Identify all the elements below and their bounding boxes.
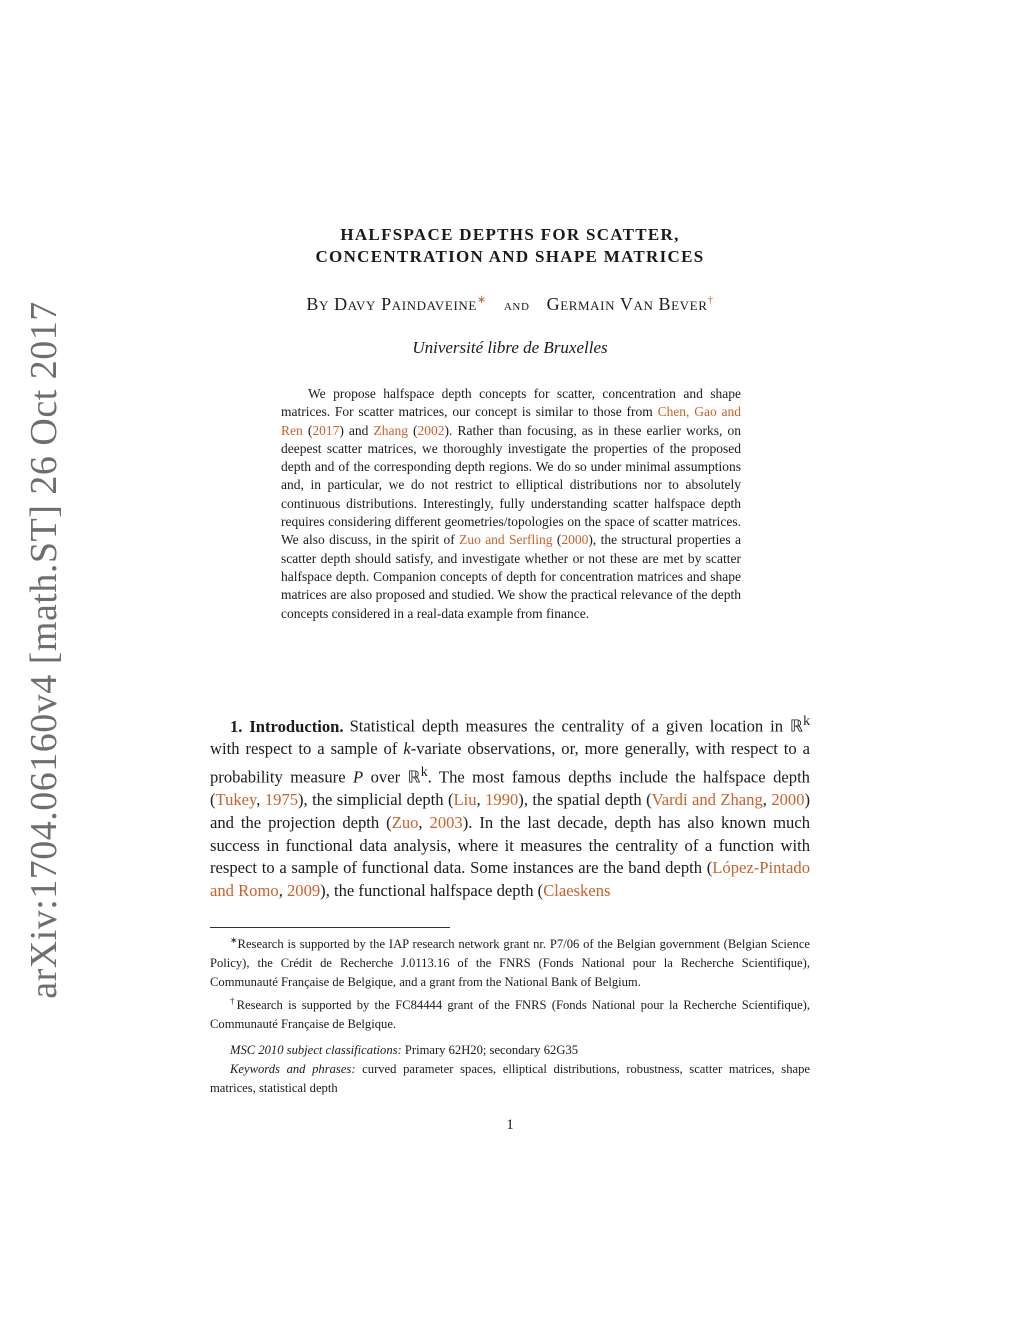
title-line-2: CONCENTRATION AND SHAPE MATRICES: [315, 247, 705, 266]
footnote-funding-1: [210, 931, 810, 992]
citation-link[interactable]: 2000: [771, 790, 805, 810]
intro-text: ,: [278, 880, 287, 900]
msc-classification: [210, 1041, 810, 1060]
citation-link[interactable]: Liu: [453, 790, 477, 810]
superscript: k: [803, 713, 810, 728]
citation-link[interactable]: Claeskens: [543, 880, 611, 900]
intro-text: ), the functional halfspace depth (: [320, 880, 544, 900]
footnote-text: Research is supported by the FC84444 grant of the FNRS (Fonds National pour la Recherche Scientifique), Communauté Française de Belgique.: [210, 998, 811, 1032]
abstract-text: (: [302, 422, 313, 438]
footnote-rule: [210, 927, 450, 928]
author-line: [210, 293, 810, 315]
footnote-mark: ∗: [230, 935, 238, 945]
msc-label: MSC 2010 subject classifications:: [230, 1043, 402, 1058]
abstract-text: (: [407, 422, 418, 438]
intro-text: . The most famous depths include the halfspace depth (: [210, 767, 810, 810]
intro-text: ,: [476, 790, 486, 810]
citation-link[interactable]: 1975: [264, 790, 299, 810]
abstract-text: ), the structural properties a scatter depth should satisfy, and investigate whether or not these are met by scatter halfspace depth. Companion concepts of depth for concentration matrices and shape matrices are also proposed and studied. We show the practical relevance of the depth concepts considered in a real-data example from finance.: [281, 532, 742, 621]
abstract-text: We propose halfspace depth concepts for scatter, concentration and shape matrices. For scatter matrices, our concept is similar to those from: [281, 386, 741, 420]
affiliation: Université libre de Bruxelles: [412, 338, 608, 357]
citation-link[interactable]: 2009: [286, 880, 321, 900]
abstract-text: ). Rather than focusing, as in these earlier works, on deepest scatter matrices, we thoroughly investigate the properties of the proposed depth and of the corresponding depth regions. We do so under minimal assumptions and, in particular, we do not restrict to elliptical distributions nor to absolutely continuous distributions. Interestingly, fully understanding scatter halfspace depth requires considering different geometries/topologies on the space of scatter matrices. We also discuss, in the spirit of: [281, 422, 741, 548]
footnote-mark-dagger[interactable]: †: [707, 294, 714, 306]
citation-link[interactable]: 2000: [561, 532, 589, 548]
citation-link[interactable]: Vardi and Zhang: [651, 790, 763, 810]
citation-link[interactable]: López-Pintado and Romo: [210, 858, 810, 900]
intro-text: ,: [256, 790, 265, 810]
section-heading: 1. Introduction.: [230, 716, 344, 736]
math-var: k: [403, 739, 411, 759]
intro-text: ,: [418, 812, 430, 832]
footnote-text: Research is supported by the IAP research network grant nr. P7/06 of the Belgian government (Belgian Science Policy), the Crédit de Recherche J.0113.16 of the FNRS (Fonds National pour la Recherche Scientifique), Communauté Française de Belgique, and a grant from the National Bank of Belgium.: [210, 937, 810, 990]
page-number: 1: [506, 1117, 514, 1133]
citation-link[interactable]: Zhang: [373, 422, 408, 438]
intro-text: ,: [762, 790, 772, 810]
citation-link[interactable]: Zuo: [391, 812, 419, 832]
arxiv-identifier: arXiv:1704.06160v4 [math.ST] 26 Oct 2017: [23, 301, 65, 999]
citation-link[interactable]: 2002: [417, 422, 445, 438]
footnote-mark-star[interactable]: ∗: [476, 294, 487, 306]
superscript: k: [420, 763, 428, 779]
intro-text: -variate observations, or, more generally, with respect to a probability measure: [210, 739, 810, 787]
intro-text: ) and the projection depth (: [210, 790, 811, 832]
title-line-1: HALFSPACE DEPTHS FOR SCATTER,: [340, 225, 680, 244]
abstract: [281, 385, 741, 623]
math-var: P: [353, 767, 364, 787]
intro-text: ). In the last decade, depth has also known much success in functional data analysis, where it measures the centrality of a function with respect to a sample of functional data. Some instances are the band depth (: [210, 812, 811, 878]
author-paindaveine: Davy Paindaveine: [334, 294, 477, 314]
and-label: and: [503, 297, 530, 314]
citation-link[interactable]: 2017: [312, 422, 340, 438]
keywords-value: curved parameter spaces, elliptical distributions, robustness, scatter matrices, shape matrices, statistical depth: [210, 1062, 810, 1096]
introduction-section: [210, 710, 810, 903]
intro-text: over ℝ: [363, 767, 421, 787]
intro-text: ), the spatial depth (: [518, 790, 652, 810]
citation-link[interactable]: Chen, Gao and Ren: [281, 404, 741, 438]
author-van-bever: Germain Van Bever: [546, 294, 708, 314]
intro-text: ), the simplicial depth (: [298, 790, 454, 810]
arxiv-sidebar: [14, 301, 74, 999]
citation-link[interactable]: 1990: [485, 790, 519, 810]
intro-text: with respect to a sample of: [210, 739, 404, 759]
keywords: [210, 1060, 810, 1098]
citation-link[interactable]: Zuo and Serfling: [459, 532, 553, 548]
abstract-text: (: [552, 532, 562, 548]
paper-title: [210, 224, 810, 268]
msc-value: Primary 62H20; secondary 62G35: [401, 1043, 579, 1058]
citation-link[interactable]: 2003: [429, 812, 463, 832]
footnote-mark: †: [230, 996, 237, 1007]
intro-text: Statistical depth measures the centrality of a given location in ℝ: [349, 716, 804, 736]
abstract-text: ) and: [339, 422, 374, 438]
citation-link[interactable]: Tukey: [215, 790, 257, 810]
keywords-label: Keywords and phrases:: [230, 1062, 356, 1077]
by-label: By: [306, 294, 330, 314]
footnotes: [210, 931, 810, 1098]
footnote-funding-2: [210, 992, 810, 1034]
